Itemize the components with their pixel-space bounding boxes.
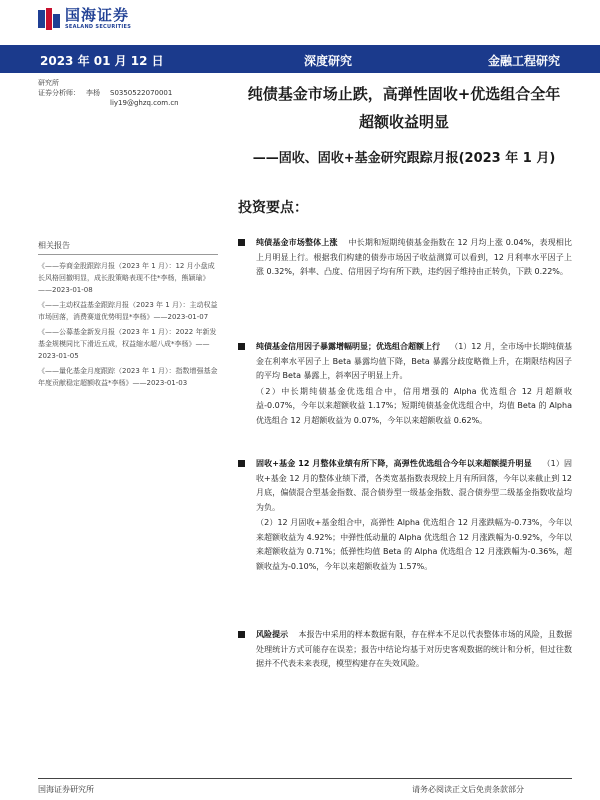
section-risk-warning — [238, 628, 572, 672]
bullet-icon — [238, 239, 245, 246]
related-report-item[interactable]: 《——量化基金月度跟踪（2023 年 1 月）：指数增强基金年度贡献稳定超额收益*李杨》——2023-01-03 — [38, 367, 218, 387]
bullet-icon — [238, 460, 245, 467]
related-report-item[interactable]: 《——主动权益基金跟踪月报（2023 年 1 月）：主动权益市场回落，消费赛道优势明显*李杨》——2023-01-07 — [38, 301, 218, 321]
section-head: 固收+基金 12 月整体业绩有所下降，高弹性优选组合今年以来超额提升明显 — [256, 459, 532, 468]
report-date: 2023 年 01 月 12 日 — [40, 54, 164, 68]
bullet-icon — [238, 343, 245, 350]
footer-divider — [38, 778, 572, 779]
section-fixed-income-plus — [238, 457, 572, 574]
section-text: （2）中长期纯债基金优选组合中，信用增强的 Alpha 优选组合 12 月超额收益-0.07%，今年以来超额收益 1.17%；短期纯债基金优选组合中，均值 Beta 的 Alpha 优选组合 12 月超额收益为 0.07%，今年以来超额收益 0.62%。 — [256, 386, 572, 425]
section-text: 本报告中采用的样本数据有限，存在样本不足以代表整体市场的风险，且数据处理统计方式可能存在误差；报告中结论均基于对历史客观数据的统计和分析，但过往数据并不代表未来表现，模型构建存在失效风险。 — [256, 630, 573, 668]
analyst-name: 李杨 — [86, 89, 100, 97]
section-credit-factor — [238, 340, 572, 428]
analyst-email[interactable]: liy19@ghzq.com.cn — [110, 99, 179, 107]
report-type: 深度研究 — [304, 54, 353, 68]
section-text: （1）固收+基金 12 月的整体业绩下滑，各类宽基指数表现较上月有所回落，今年以来截止到 12 月底，偏债混合型基金指数、混合债券型一级基金指数、混合债券型二级基金指数收益均为负。 — [256, 459, 573, 512]
bullet-icon — [238, 631, 245, 638]
report-title-line1: 纯债基金市场止跌，高弹性固收+优选组合全年 — [247, 85, 561, 103]
related-report-item[interactable]: 《——券商金股跟踪月报（2023 年 1 月）：12 月小盘成长风格回撤明显，成长股策略表现不佳*李杨，熊颖瑜》——2023-01-08 — [38, 262, 215, 294]
key-points-heading: 投资要点： — [238, 200, 308, 216]
section-head: 纯债基金市场整体上涨 — [256, 238, 338, 247]
related-report-item[interactable]: 《——公募基金新发月报（2023 年 1 月）：2022 年新发基金规模同比下滑近五成，权益缩水超八成*李杨》——2023-01-05 — [38, 328, 217, 360]
related-reports — [38, 240, 218, 392]
section-head: 风险提示 — [256, 630, 289, 639]
section-head: 纯债基金信用因子暴露增幅明显；优选组合超额上行 — [256, 342, 441, 351]
section-text: （1）12 月，全市场中长期纯债基金在利率水平因子上 Beta 暴露均值下降，Beta 暴露分歧度略微上升，在期限结构因子的平均 Beta 暴露上，斜率因子明显上升。 — [256, 342, 573, 380]
section-pure-bond-market — [238, 236, 572, 280]
company-logo — [38, 4, 131, 34]
logo-name-en: SEALAND SECURITIES — [65, 24, 132, 30]
section-text: （2）12 月固收+基金组合中，高弹性 Alpha 优选组合 12 月涨跌幅为-0.73%，今年以来超额收益为 4.92%；中弹性低动量的 Alpha 优选组合 12 月涨跌幅为-0.92%，今年以来超额收益为 0.71%；低弹性均值 Beta 的 Alpha 优选组合 12 月涨跌幅为-0.36%，超额收益为-0.10%，今年以来超额收益为 1.57%。 — [256, 518, 572, 571]
section-text: 中长期和短期纯债基金指数在 12 月均上涨 0.04%，表现相比上月明显上行。根据我们构建的债券市场因子收益测算可以看到，12 月利率水平因子上涨 0.32%，斜率、凸度、信用因子均有所下跌，违约因子维持由正转负，下跌 0.22%。 — [256, 238, 573, 276]
logo-mark-icon — [38, 8, 60, 30]
analyst-cert: S0350522070001 — [110, 89, 173, 97]
report-title — [228, 80, 580, 136]
related-reports-title: 相关报告 — [38, 240, 218, 255]
header-band — [0, 45, 600, 73]
footer-disclaimer: 请务必阅读正文后免责条款部分 — [412, 785, 524, 794]
logo-name-cn: 国海证券 — [65, 6, 130, 24]
analyst-label: 证券分析师： — [38, 89, 80, 97]
institute-label: 研究所 — [38, 79, 59, 87]
footer-institute: 国海证券研究所 — [38, 785, 94, 794]
report-subtitle: ——固收、固收+基金研究跟踪月报(2023 年 1 月) — [252, 151, 556, 166]
report-title-line2: 超额收益明显 — [358, 113, 449, 131]
report-category: 金融工程研究 — [488, 54, 561, 68]
analyst-info — [38, 78, 218, 108]
